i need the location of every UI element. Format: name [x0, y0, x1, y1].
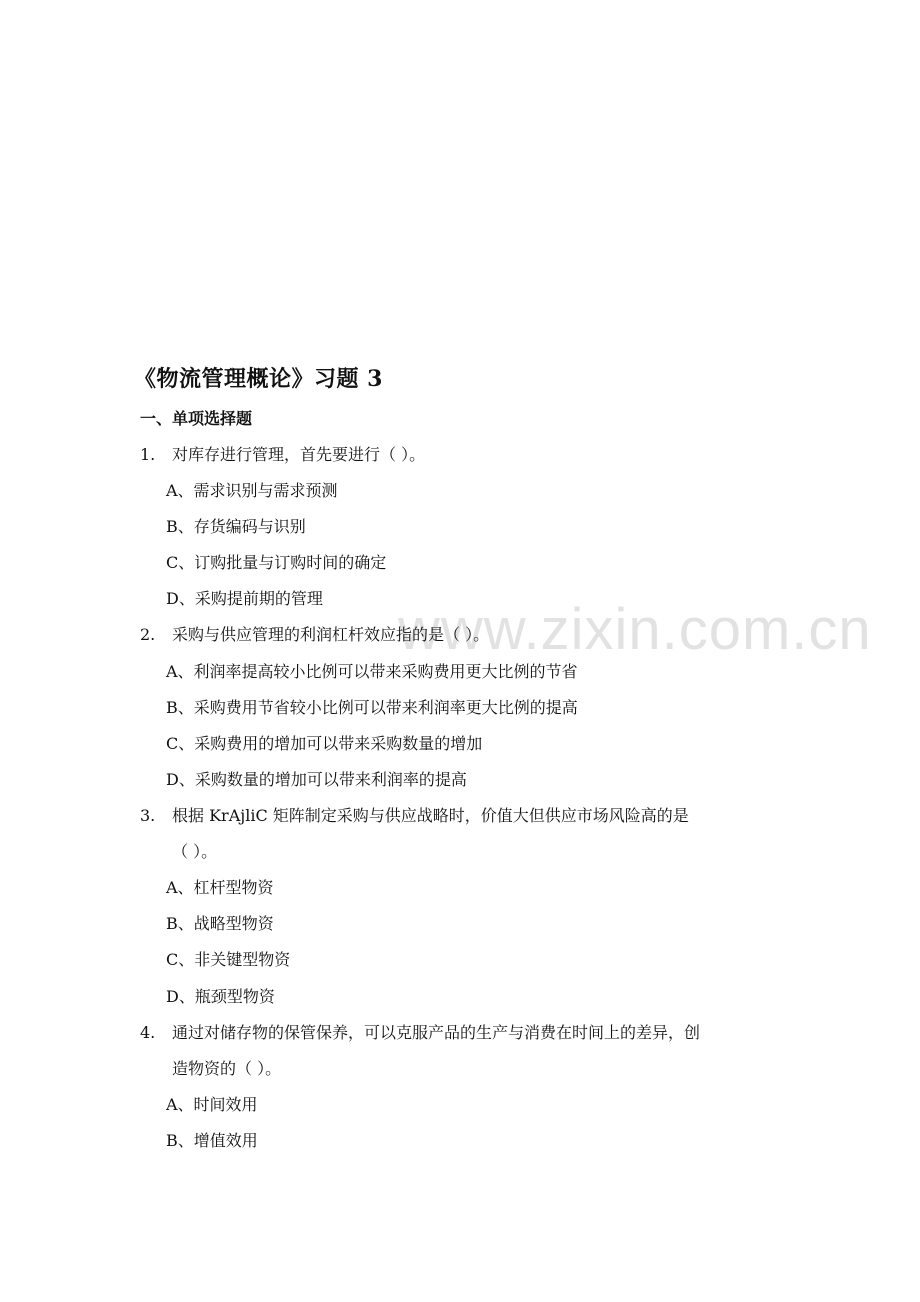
question-text-continued: 造物资的（ ）。: [172, 1059, 282, 1078]
option-1a: A、需求识别与需求预测: [166, 481, 338, 500]
question-number: 4.: [140, 1023, 156, 1042]
option-3d: D、瓶颈型物资: [166, 987, 275, 1006]
watermark: www.zixin.com.cn: [398, 597, 872, 662]
question-number: 3.: [140, 806, 156, 825]
question-number: 1.: [140, 445, 156, 464]
option-2a: A、利润率提高较小比例可以带来采购费用更大比例的节省: [166, 662, 578, 681]
option-1d: D、采购提前期的管理: [166, 589, 323, 608]
question-number: 2.: [140, 625, 156, 644]
question-text: 对库存进行管理，首先要进行（ ）。: [172, 445, 426, 464]
question-4: [140, 1021, 700, 1045]
question-text: 根据 KrAjliC 矩阵制定采购与供应战略时，价值大但供应市场风险高的是: [172, 806, 689, 825]
section-heading: 一、单项选择题: [140, 409, 253, 428]
option-2d: D、采购数量的增加可以带来利润率的提高: [166, 770, 467, 789]
question-text: 采购与供应管理的利润杠杆效应指的是（ ）。: [172, 625, 490, 644]
option-2c: C、采购费用的增加可以带来采购数量的增加: [166, 734, 483, 753]
question-text-continued: （ ）。: [172, 842, 218, 861]
document-title: 《物流管理概论》习题 3: [134, 366, 383, 392]
question-text: 通过对储存物的保管保养，可以克服产品的生产与消费在时间上的差异，创: [172, 1023, 701, 1042]
option-2b: B、采购费用节省较小比例可以带来利润率更大比例的提高: [166, 698, 578, 717]
option-3c: C、非关键型物资: [166, 950, 291, 969]
option-4b: B、增值效用: [166, 1131, 258, 1150]
option-1b: B、存货编码与识别: [166, 517, 306, 536]
option-1c: C、订购批量与订购时间的确定: [166, 553, 387, 572]
question-3: [140, 804, 689, 828]
option-3b: B、战略型物资: [166, 914, 274, 933]
question-1: [140, 443, 425, 467]
option-4a: A、时间效用: [166, 1095, 258, 1114]
option-3a: A、杠杆型物资: [166, 878, 274, 897]
question-2: [140, 623, 489, 647]
